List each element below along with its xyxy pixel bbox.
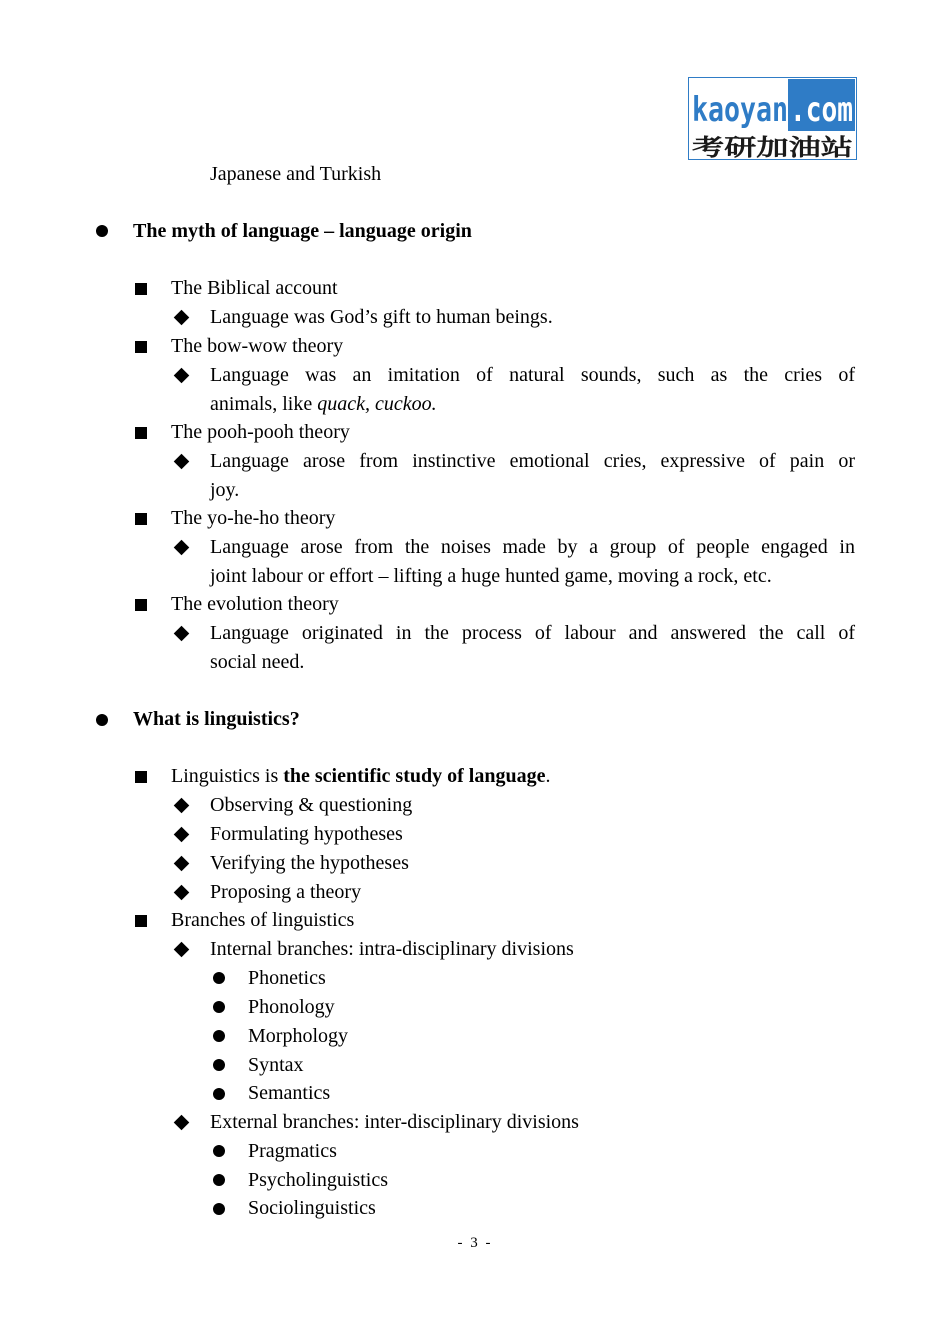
- diamond-bullet-icon: [174, 798, 190, 814]
- definition-suffix: .: [545, 765, 551, 787]
- circle-bullet-icon: [96, 225, 108, 237]
- square-bullet-icon: [135, 771, 147, 783]
- diamond-bullet-icon: [174, 310, 190, 326]
- diamond-bullet-icon: [174, 540, 190, 556]
- circle-bullet-icon: [213, 1088, 225, 1100]
- section1-heading: The myth of language – language origin: [133, 220, 472, 242]
- step-item: Observing & questioning: [210, 794, 413, 816]
- biblical-desc: Language was God’s gift to human beings.: [210, 306, 553, 328]
- diamond-bullet-icon: [174, 368, 190, 384]
- kaoyan-logo: [688, 77, 857, 160]
- evolution-desc-line2: social need.: [210, 651, 305, 673]
- bowwow-desc-line1: Language was an imitation of natural sounds, such as the cries of: [210, 364, 855, 386]
- square-bullet-icon: [135, 915, 147, 927]
- internal-branch-item: Syntax: [248, 1054, 304, 1076]
- evolution-title: The evolution theory: [171, 593, 339, 615]
- logo-brand-text: kaoyan: [692, 90, 788, 130]
- diamond-bullet-icon: [174, 1115, 190, 1131]
- step-item: Formulating hypotheses: [210, 823, 403, 845]
- internal-branch-item: Morphology: [248, 1025, 348, 1047]
- external-branch-item: Pragmatics: [248, 1140, 337, 1162]
- diamond-bullet-icon: [174, 454, 190, 470]
- yoheho-title: The yo-he-ho theory: [171, 507, 336, 529]
- circle-bullet-icon: [213, 1059, 225, 1071]
- square-bullet-icon: [135, 513, 147, 525]
- circle-bullet-icon: [213, 1145, 225, 1157]
- external-branch-item: Psycholinguistics: [248, 1169, 389, 1191]
- external-branches-title: External branches: inter-disciplinary divisions: [210, 1111, 579, 1133]
- bowwow-title: The bow-wow theory: [171, 335, 344, 357]
- circle-bullet-icon: [213, 972, 225, 984]
- intro-line: Japanese and Turkish: [210, 163, 382, 185]
- step-item: Proposing a theory: [210, 881, 362, 903]
- bowwow-desc-examples: quack, cuckoo.: [317, 393, 437, 415]
- poohpooh-desc-line2: joy.: [210, 479, 240, 501]
- poohpooh-title: The pooh-pooh theory: [171, 421, 350, 443]
- poohpooh-desc-line1: Language arose from instinctive emotional cries, expressive of pain or: [210, 450, 855, 472]
- bowwow-desc-prefix: animals, like: [210, 393, 318, 415]
- yoheho-desc-line2: joint labour or effort – lifting a huge hunted game, moving a rock, etc.: [210, 565, 772, 587]
- diamond-bullet-icon: [174, 827, 190, 843]
- internal-branch-item: Semantics: [248, 1082, 331, 1104]
- circle-bullet-icon: [213, 1030, 225, 1042]
- branches-title: Branches of linguistics: [171, 909, 355, 931]
- biblical-title: The Biblical account: [171, 277, 338, 299]
- evolution-desc-line1: Language originated in the process of labour and answered the call of: [210, 622, 855, 644]
- diamond-bullet-icon: [174, 885, 190, 901]
- logo-graphic: [688, 77, 857, 160]
- circle-bullet-icon: [96, 714, 108, 726]
- circle-bullet-icon: [213, 1174, 225, 1186]
- circle-bullet-icon: [213, 1203, 225, 1215]
- internal-branch-item: Phonology: [248, 996, 335, 1018]
- square-bullet-icon: [135, 341, 147, 353]
- diamond-bullet-icon: [174, 626, 190, 642]
- definition-prefix: Linguistics is: [171, 765, 284, 787]
- bowwow-desc-line2: [210, 390, 437, 419]
- step-item: Verifying the hypotheses: [210, 852, 409, 874]
- logo-chinese-text: 考研加油站: [692, 135, 853, 160]
- square-bullet-icon: [135, 283, 147, 295]
- logo-brand-suffix: .com: [790, 90, 853, 130]
- diamond-bullet-icon: [174, 942, 190, 958]
- internal-branch-item: Phonetics: [248, 967, 326, 989]
- yoheho-desc-line1: Language arose from the noises made by a group of people engaged in: [210, 536, 855, 558]
- section2-heading: What is linguistics?: [133, 708, 300, 730]
- definition-bold: the scientific study of language: [283, 765, 546, 787]
- external-branch-item: Sociolinguistics: [248, 1197, 376, 1219]
- internal-branches-title: Internal branches: intra-disciplinary divisions: [210, 938, 574, 960]
- linguistics-definition: [171, 762, 550, 791]
- square-bullet-icon: [135, 599, 147, 611]
- diamond-bullet-icon: [174, 856, 190, 872]
- page-number: - 3 -: [457, 1235, 493, 1251]
- square-bullet-icon: [135, 427, 147, 439]
- circle-bullet-icon: [213, 1001, 225, 1013]
